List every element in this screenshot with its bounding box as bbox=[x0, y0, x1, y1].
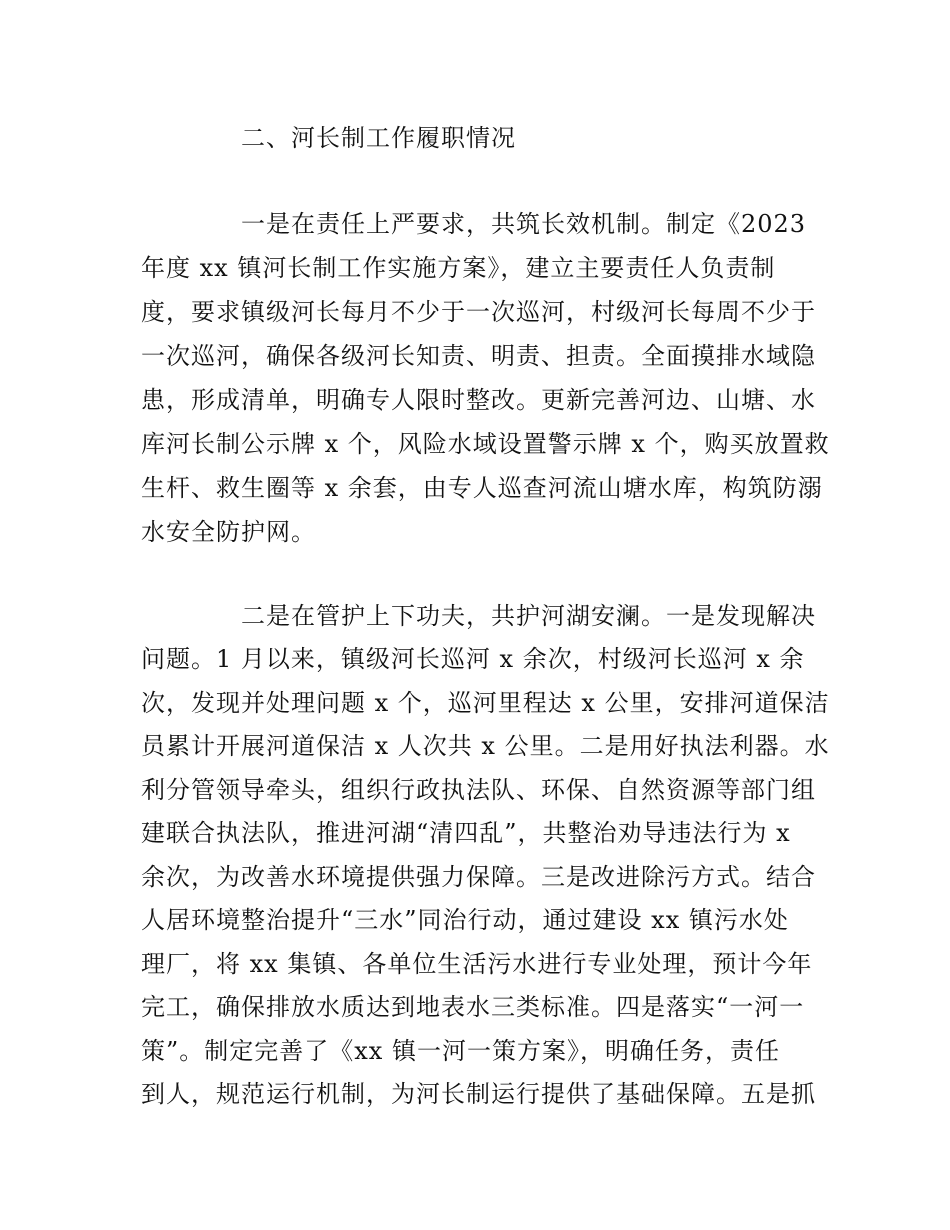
paragraph-line: 到人，规范运行机制，为河长制运行提供了基础保障。五是抓 bbox=[141, 1080, 816, 1108]
paragraph-line: 次，发现并处理问题 x 个，巡河里程达 x 公里，安排河道保洁 bbox=[141, 689, 830, 717]
paragraph-line: 水安全防护网。 bbox=[141, 518, 316, 546]
paragraph-line: 年度 xx 镇河长制工作实施方案》，建立主要责任人负责制 bbox=[141, 254, 776, 282]
paragraph-line: 策”。制定完善了《xx 镇一河一策方案》，明确任务，责任 bbox=[141, 1037, 780, 1065]
paragraph-line: 完工，确保排放水质达到地表水三类标准。四是落实“一河一 bbox=[141, 993, 805, 1021]
paragraph-line: 建联合执法队，推进河湖“清四乱”，共整治劝导违法行为 x bbox=[141, 819, 791, 847]
paragraph-line: 一是在责任上严要求，共筑长效机制。制定《2023 bbox=[241, 210, 807, 238]
paragraph-line: 生杆、救生圈等 x 余套，由专人巡查河流山塘水库，构筑防溺 bbox=[141, 474, 823, 502]
paragraph-line: 员累计开展河道保洁 x 人次共 x 公里。二是用好执法利器。水 bbox=[141, 732, 830, 760]
paragraph-line: 余次，为改善水环境提供强力保障。三是改进除污方式。结合 bbox=[141, 863, 816, 891]
section-heading: 二、河长制工作履职情况 bbox=[241, 124, 516, 152]
paragraph-line: 患，形成清单，明确专人限时整改。更新完善河边、山塘、水 bbox=[141, 386, 816, 414]
paragraph-line: 库河长制公示牌 x 个，风险水域设置警示牌 x 个，购买放置救 bbox=[141, 430, 830, 458]
paragraph-line: 二是在管护上下功夫，共护河湖安澜。一是发现解决 bbox=[241, 602, 816, 630]
paragraph-line: 度，要求镇级河长每月不少于一次巡河，村级河长每周不少于 bbox=[141, 298, 816, 326]
paragraph-line: 人居环境整治提升“三水”同治行动，通过建设 xx 镇污水处 bbox=[141, 906, 789, 934]
paragraph-line: 利分管领导牵头，组织行政执法队、环保、自然资源等部门组 bbox=[141, 776, 816, 804]
paragraph-line: 问题。1 月以来，镇级河长巡河 x 余次，村级河长巡河 x 余 bbox=[141, 645, 805, 673]
paragraph-line: 理厂，将 xx 集镇、各单位生活污水进行专业处理，预计今年 bbox=[141, 950, 813, 978]
paragraph-line: 一次巡河，确保各级河长知责、明责、担责。全面摸排水域隐 bbox=[141, 342, 816, 370]
